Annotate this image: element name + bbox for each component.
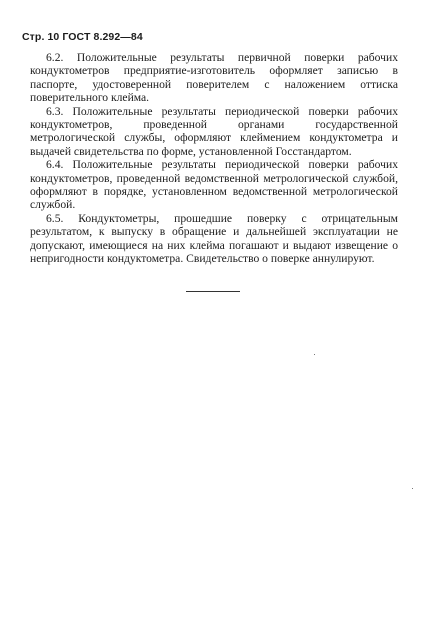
scan-speck <box>314 354 315 355</box>
paragraph-6-2: 6.2. Положительные результаты первичной поверки рабочих кондуктометров предприятие-изготовитель оформляет записью в паспорте, удостоверенной поверителем с наложением оттиска поверительного клейма. <box>30 51 398 105</box>
document-body <box>30 51 398 266</box>
paragraph-6-3: 6.3. Положительные результаты периодической поверки рабочих кондуктометров, проведенной органами государственной метрологической службы, оформляют клеймением кондуктометра и выдачей свидетельства по форме, установленной Госстандартом. <box>30 104 398 158</box>
end-rule <box>186 291 240 292</box>
paragraph-6-4: 6.4. Положительные результаты периодической поверки рабочих кондуктометров, проведенной ведомственной метрологической службой, оформляют в порядке, установленном ведомственной метрологической службой. <box>30 158 398 212</box>
scan-speck <box>412 488 413 489</box>
paragraph-6-5: 6.5. Кондуктометры, прошедшие поверку с отрицательным результатом, к выпуску в обращение и дальнейшей эксплуатации не допускают, имеющиеся на них клейма погашают и выдают извещение о непригодности кондуктометра. Свидетельство о поверке аннулируют. <box>30 211 398 266</box>
page-header: Стр. 10 ГОСТ 8.292—84 <box>22 31 143 43</box>
